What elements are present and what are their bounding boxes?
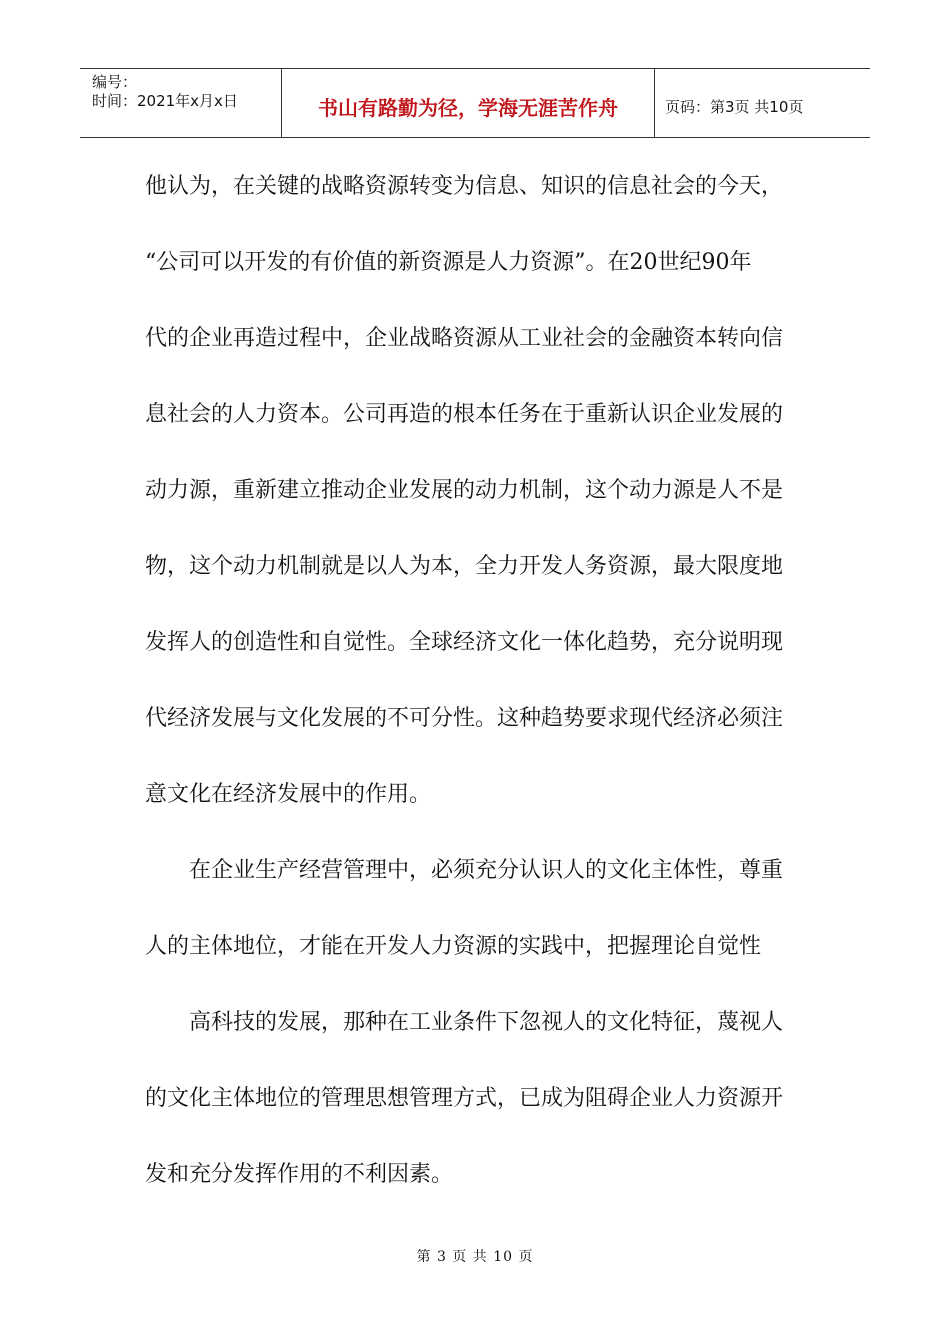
header-meta [80,69,282,137]
header-page-cell [655,69,870,137]
body-line: 发挥人的创造性和自觉性。全球经济文化一体化趋势，充分说明现 [145,630,784,655]
body-line: 发和充分发挥作用的不利因素。 [145,1162,454,1187]
document-time: 时间：2021年x月x日 [92,92,238,110]
page-footer: 第 3 页 共 10 页 [416,1249,534,1265]
body-line: 他认为，在关键的战略资源转变为信息、知识的信息社会的今天， [145,174,784,199]
document-number-label: 编号： [92,73,138,91]
body-line: 息社会的人力资本。公司再造的根本任务在于重新认识企业发展的 [145,402,784,427]
header-slogan-cell [282,69,655,137]
body-line: 人的主体地位，才能在开发人力资源的实践中，把握理论自觉性 [145,934,762,959]
body-text [145,149,795,1213]
body-line: 在企业生产经营管理中，必须充分认识人的文化主体性，尊重 [145,858,784,883]
body-line: 动力源，重新建立推动企业发展的动力机制，这个动力源是人不是 [145,478,784,503]
body-line: 代经济发展与文化发展的不可分性。这种趋势要求现代经济必须注 [145,706,784,731]
body-line: 的文化主体地位的管理思想管理方式，已成为阻碍企业人力资源开 [145,1086,784,1111]
body-line: 意文化在经济发展中的作用。 [145,782,432,807]
body-line: “公司可以开发的有价值的新资源是人力资源”。在20世纪90年 [145,250,752,275]
body-line: 高科技的发展，那种在工业条件下忽视人的文化特征，蔑视人 [145,1010,784,1035]
body-line: 物，这个动力机制就是以人为本，全力开发人务资源，最大限度地 [145,554,784,579]
body-line: 代的企业再造过程中，企业战略资源从工业社会的金融资本转向信 [145,326,784,351]
header-page-info: 页码：第3页 共10页 [665,97,804,116]
page-header [80,68,870,138]
header-slogan: 书山有路勤为径，学海无涯苦作舟 [318,95,618,120]
